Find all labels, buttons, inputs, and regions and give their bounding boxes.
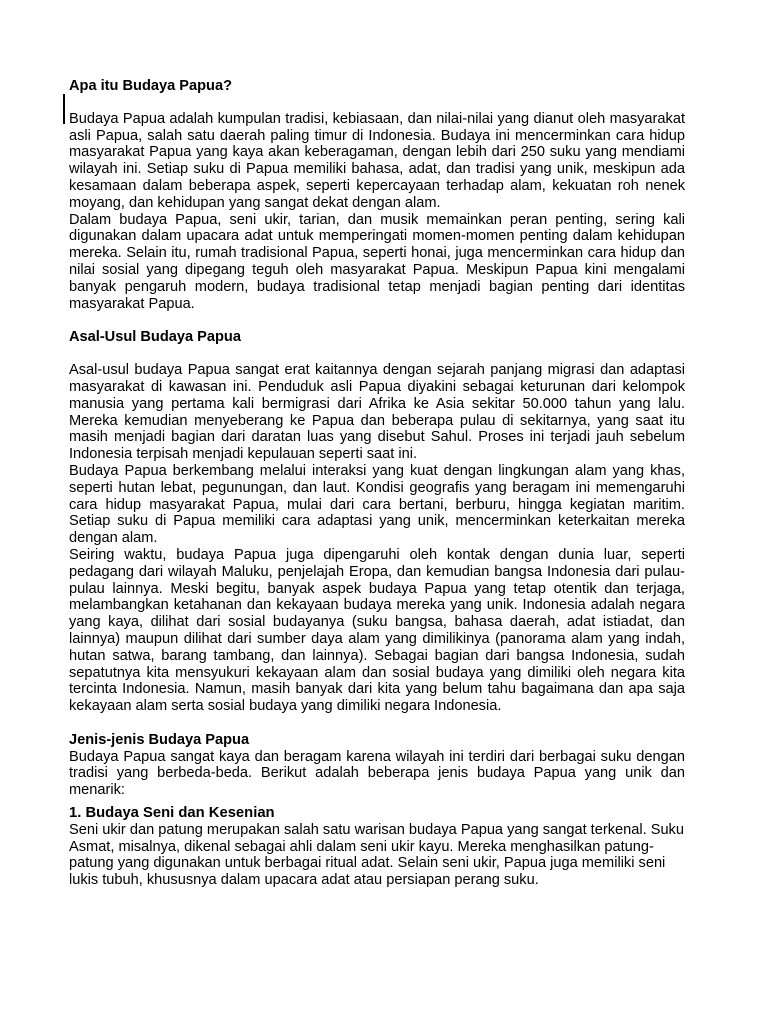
spacer [69,312,685,329]
paragraph: Asal-usul budaya Papua sangat erat kaitannya dengan sejarah panjang migrasi dan adaptasi masyarakat di kawasan ini. Penduduk asli Papua diyakini sebagai keturunan dari kelompok manusia yang pertama kali bermigrasi dari Afrika ke Asia sekitar 50.000 tahun yang lalu. Mereka kemudian menyeberang ke Papua dan beberapa pulau di sekitarnya, yang saat itu masih menjadi bagian dari daratan luas yang disebut Sahul. Proses ini terjadi jauh sebelum Indonesia terpisah menjadi kepulauan seperti saat ini. [69,362,685,463]
section-heading-jenis-jenis: Jenis-jenis Budaya Papua [69,731,250,748]
paragraph: Seiring waktu, budaya Papua juga dipengaruhi oleh kontak dengan dunia luar, seperti pedagang dari wilayah Maluku, penjelajah Eropa, dan kemudian bangsa Indonesia dari pulau-pulau lainnya. Meski begitu, banyak aspek budaya Papua yang tetap otentik dan terjaga, melambangkan ketahanan dan kekayaan budaya mereka yang unik. Indonesia adalah negara yang kaya, dilihat dari sosial budayanya (suku bangsa, bahasa daerah, adat istiadat, dan lainnya) maupun dilihat dari sumber daya alam yang dimilikinya (panorama alam yang indah, hutan satwa, barang tambang, dan lainnya). Sebagai bagian dari bangsa Indonesia, sudah sepatutnya kita mensyukuri kekayaan alam dan sosial budaya yang dimiliki oleh negara kita tercinta Indonesia. Namun, masih banyak dari kita yang belum tahu bagaimana dan apa saja kekayaan alam serta sosial budaya yang dimiliki negara Indonesia. [69,546,685,715]
document-page [69,78,685,889]
text-cursor [63,94,65,124]
paragraph: Dalam budaya Papua, seni ukir, tarian, dan musik memainkan peran penting, sering kali digunakan dalam upacara adat untuk memperingati momen-momen penting dalam kehidupan mereka. Selain itu, rumah tradisional Papua, seperti honai, juga mencerminkan cara hidup dan nilai sosial yang dipegang teguh oleh masyarakat Papua. Meskipun Papua kini mengalami banyak pengaruh modern, budaya tradisional tetap menjadi bagian penting dari identitas masyarakat Papua. [69,211,685,312]
section-heading-asal-usul: Asal-Usul Budaya Papua [69,329,241,346]
paragraph: Budaya Papua adalah kumpulan tradisi, kebiasaan, dan nilai-nilai yang dianut oleh masyarakat asli Papua, salah satu daerah paling timur di Indonesia. Budaya ini mencerminkan cara hidup masyarakat Papua yang kaya akan keberagaman, dengan lebih dari 250 suku yang mendiami wilayah ini. Setiap suku di Papua memiliki bahasa, adat, dan tradisi yang unik, meskipun ada kesamaan dalam beberapa aspek, seperti kepercayaan terhadap alam, kekuatan roh nenek moyang, dan kehidupan yang sangat dekat dengan alam. [69,110,685,211]
section-heading-apa-itu: Apa itu Budaya Papua? [69,78,232,94]
paragraph: Budaya Papua sangat kaya dan beragam karena wilayah ini terdiri dari berbagai suku dengan tradisi yang berbeda-beda. Berikut adalah beberapa jenis budaya Papua yang unik dan menarik: [69,748,685,799]
spacer [69,715,685,732]
subsection-heading-seni: 1. Budaya Seni dan Kesenian [69,805,275,822]
spacer [69,95,685,111]
paragraph: Seni ukir dan patung merupakan salah satu warisan budaya Papua yang sangat terkenal. Suku Asmat, misalnya, dikenal sebagai ahli dalam seni ukir kayu. Mereka menghasilkan patung-patung yang digunakan untuk berbagai ritual adat. Selain seni ukir, Papua juga memiliki seni lukis tubuh, khususnya dalam upacara adat atau persiapan perang suku. [69,821,684,889]
paragraph: Budaya Papua berkembang melalui interaksi yang kuat dengan lingkungan alam yang khas, seperti hutan lebat, pegunungan, dan laut. Kondisi geografis yang beragam ini memengaruhi cara hidup masyarakat Papua, mulai dari cara bertani, berburu, hingga kegiatan maritim. Setiap suku di Papua memiliki cara adaptasi yang unik, mencerminkan keterkaitan mereka dengan alam. [69,462,685,547]
spacer [69,346,685,362]
